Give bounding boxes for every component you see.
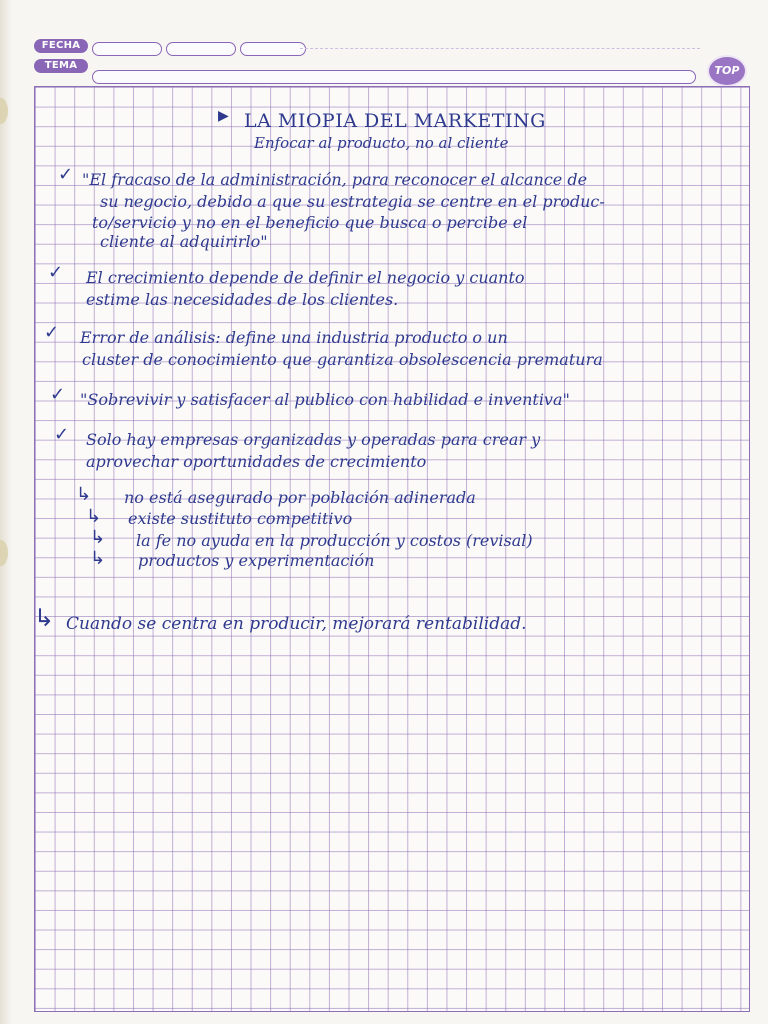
conclusion-arrow-icon: ↳: [34, 604, 55, 632]
sub-arrow-icon: ↳: [90, 548, 106, 569]
page-edge-shadow: [0, 0, 12, 1024]
title-bullet-icon: ▶: [218, 108, 229, 124]
note-line: "El fracaso de la administración, para reconocer el alcance de: [82, 170, 588, 189]
sub-arrow-icon: ↳: [90, 527, 106, 548]
conclusion-line: Cuando se centra en producir, mejorará rentabilidad.: [66, 614, 527, 634]
checkmark-icon: ✓: [48, 262, 64, 283]
checkmark-icon: ✓: [44, 322, 60, 343]
checkmark-icon: ✓: [50, 384, 66, 405]
checkmark-icon: ✓: [58, 164, 74, 185]
sub-item: productos y experimentación: [138, 551, 375, 570]
page-title: LA MIOPIA DEL MARKETING: [244, 110, 546, 132]
brand-logo: TOP: [709, 57, 745, 85]
note-line: cluster de conocimiento que garantiza obsolescencia prematura: [82, 350, 603, 369]
note-line: su negocio, debido a que su estrategia se centre en el produc-: [100, 192, 605, 211]
note-line: estime las necesidades de los clientes.: [86, 290, 399, 309]
note-line: cliente al adquirirlo": [100, 232, 268, 251]
sub-arrow-icon: ↳: [76, 484, 92, 505]
note-line: "Sobrevivir y satisfacer al publico con habilidad e inventiva": [80, 390, 570, 409]
note-line: Solo hay empresas organizadas y operadas para crear y: [86, 430, 541, 449]
sub-item: la fe no ayuda en la producción y costos (revisal): [136, 531, 533, 550]
topic-label: TEMA: [34, 59, 88, 73]
note-line: Error de análisis: define una industria producto o un: [80, 328, 508, 347]
note-line: El crecimiento depende de definir el negocio y cuanto: [86, 268, 525, 287]
checkmark-icon: ✓: [54, 424, 70, 445]
sub-arrow-icon: ↳: [86, 506, 102, 527]
page-subtitle: Enfocar al producto, no al cliente: [254, 134, 509, 152]
date-month-field: [166, 42, 236, 56]
note-line: to/servicio y no en el beneficio que busca o percibe el: [92, 213, 528, 232]
date-day-field: [92, 42, 162, 56]
date-label: FECHA: [34, 39, 88, 53]
sub-item: no está asegurado por población adinerada: [124, 488, 476, 507]
topic-field: [92, 70, 696, 84]
sub-item: existe sustituto competitivo: [128, 509, 353, 528]
date-year-field: [240, 42, 306, 56]
header-rule: [300, 48, 700, 49]
note-line: aprovechar oportunidades de crecimiento: [86, 452, 427, 471]
